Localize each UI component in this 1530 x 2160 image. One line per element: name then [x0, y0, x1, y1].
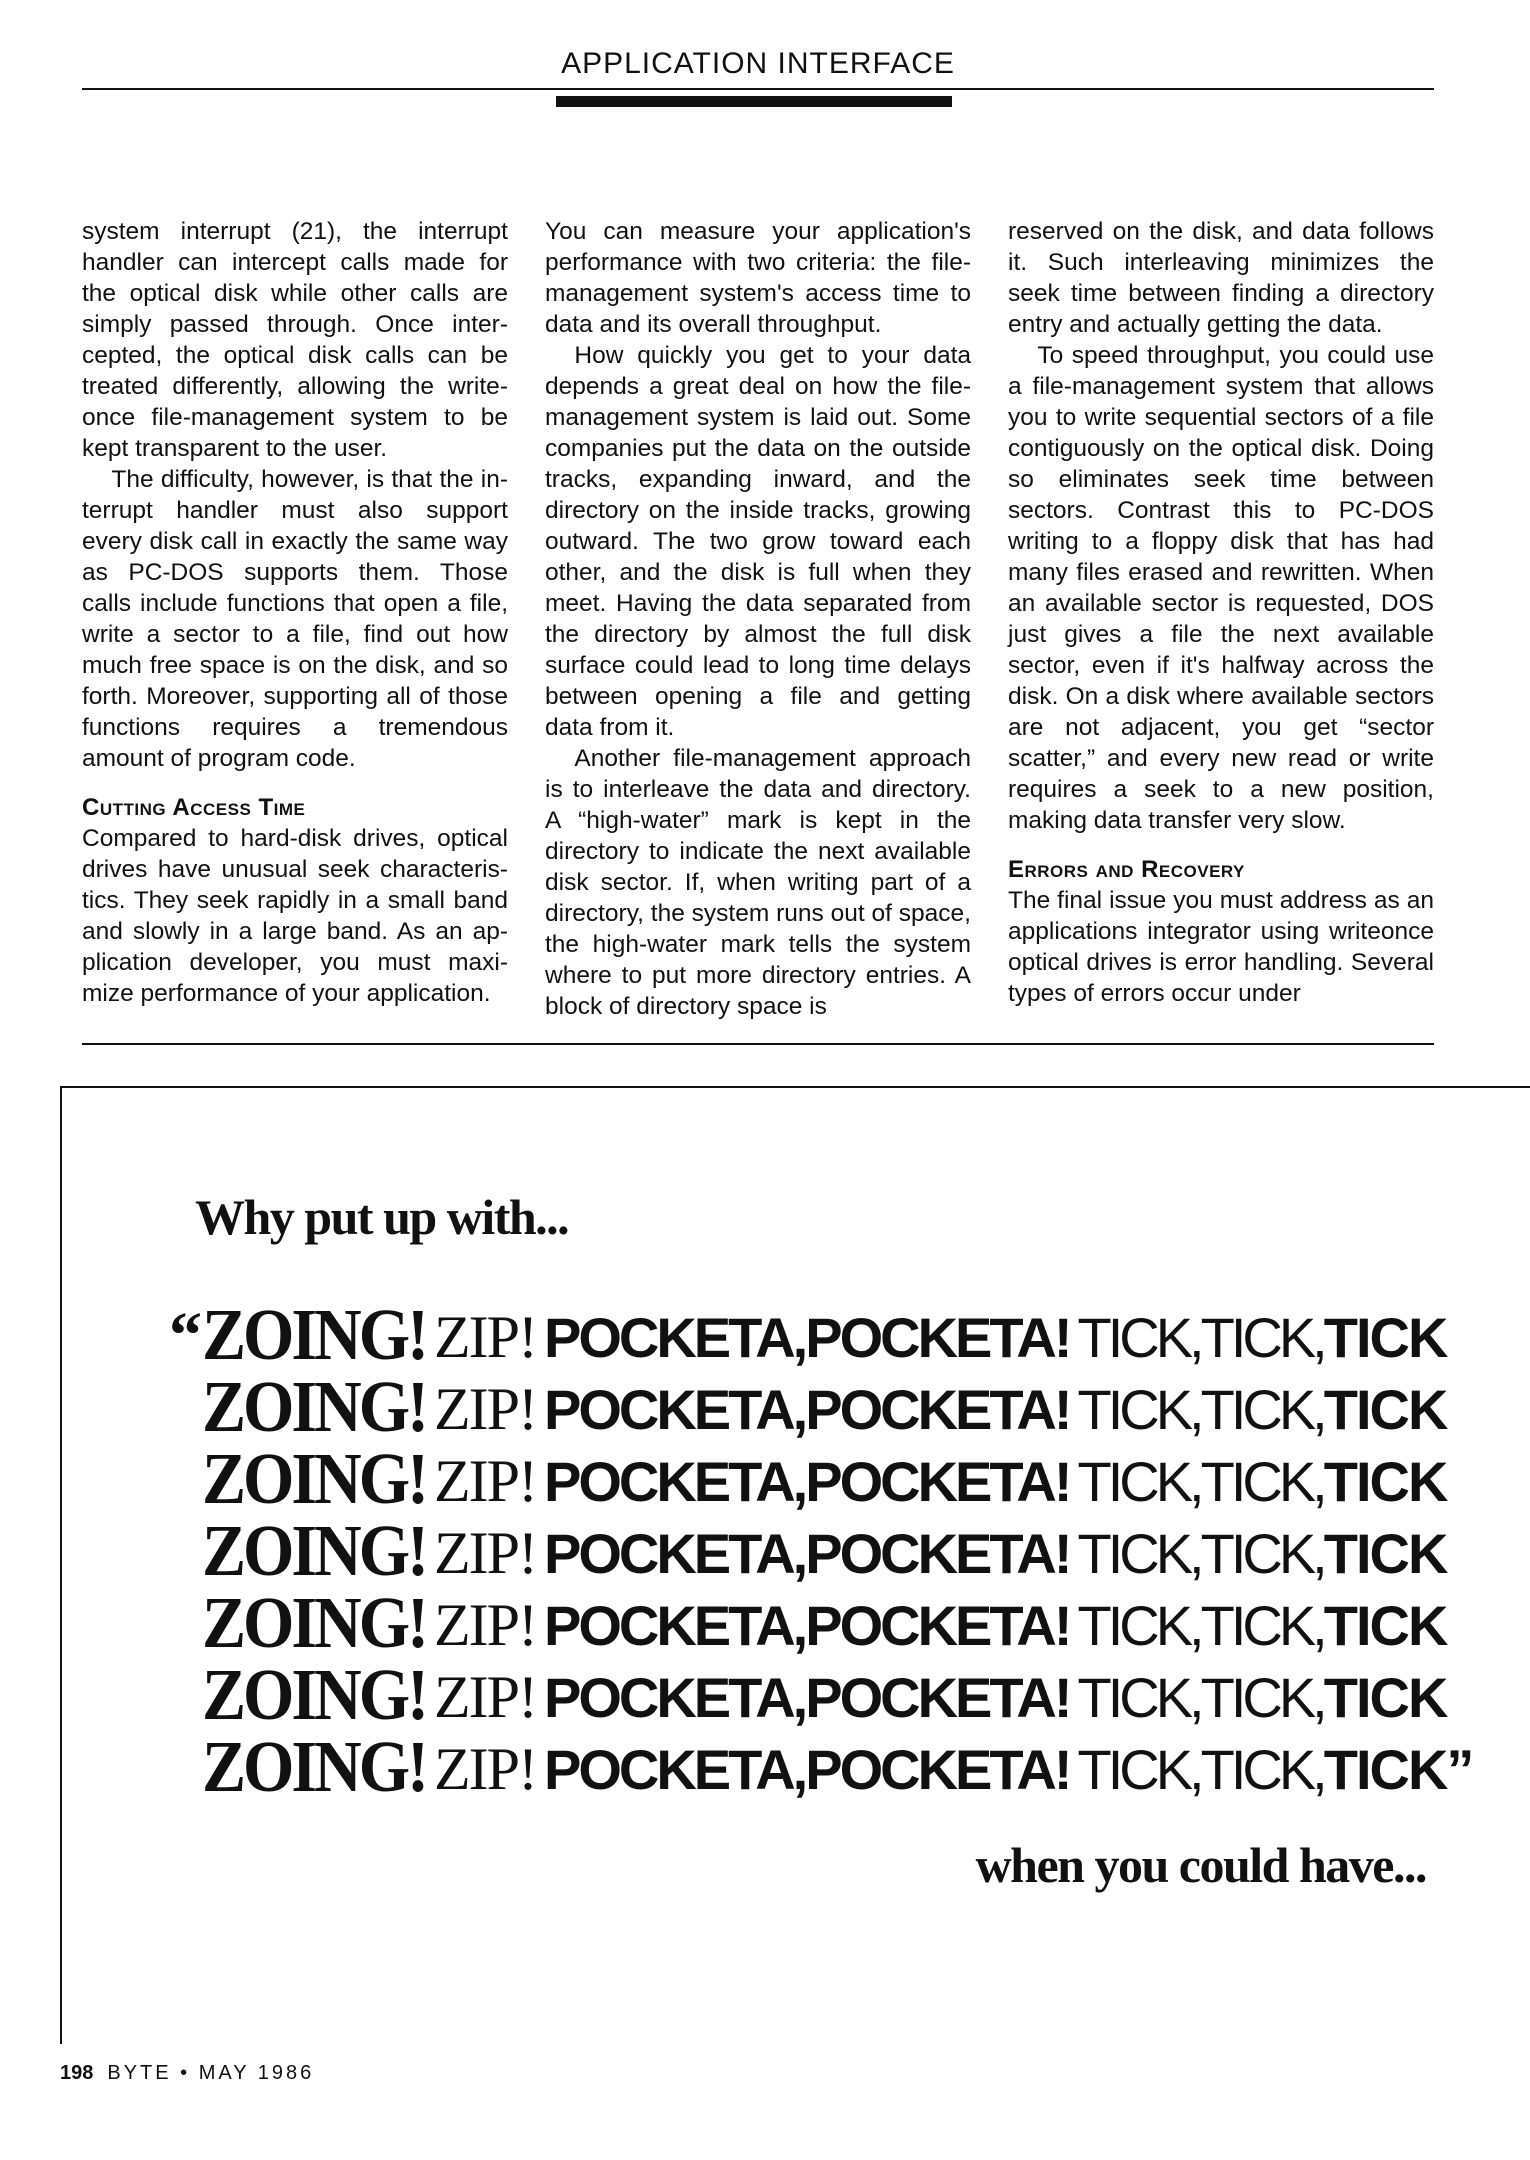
section-header: APPLICATION INTERFACE — [561, 47, 955, 80]
word-zoing: ZOING! — [202, 1439, 427, 1520]
word-tick: TICK,TICK, — [1077, 1738, 1324, 1801]
close-quote: ” — [1446, 1738, 1473, 1801]
article-paragraph: The difficulty, however, is that the interrupt handler must also support every disk call in exactly the same way as PC-DOS supports them. Those calls include functions that open a file, write a sector to a file, find out how much free space is on the disk, and so forth. Moreover, supporting all of those functions requires a tremendous amount of program code. — [82, 466, 508, 772]
ad-sound-line — [162, 1583, 1502, 1664]
word-pocketa: POCKETA,POCKETA! — [544, 1522, 1070, 1585]
word-tick-bold: TICK — [1323, 1738, 1447, 1801]
word-tick: TICK,TICK, — [1077, 1522, 1324, 1585]
ad-sound-line — [162, 1439, 1502, 1520]
word-zip: ZIP! — [434, 1664, 537, 1730]
word-tick-bold: TICK — [1323, 1666, 1447, 1729]
word-tick: TICK,TICK, — [1077, 1450, 1324, 1513]
word-pocketa: POCKETA,POCKETA! — [544, 1378, 1070, 1441]
word-zip: ZIP! — [434, 1376, 537, 1442]
word-zoing: ZOING! — [202, 1655, 427, 1736]
article-paragraph: system interrupt (21), the interrupt handler can intercept calls made for the optical disk while other calls are simply passed through. Once intercepted, the optical disk calls can be treated differently, allowing the writeonce file-management system to be kept transparent to the user. — [82, 218, 508, 462]
word-zoing: ZOING! — [202, 1727, 427, 1808]
page-footer — [60, 2062, 314, 2085]
word-tick-bold: TICK — [1323, 1378, 1447, 1441]
word-zip: ZIP! — [434, 1520, 537, 1586]
word-zoing: ZOING! — [202, 1295, 427, 1376]
article-column-3 — [1008, 216, 1434, 1016]
article-paragraph: You can measure your application's performance with two criteria: the file-management system's access time to data and its overall throughput. — [545, 218, 971, 338]
word-tick-bold: TICK — [1323, 1450, 1447, 1513]
publication-info: BYTE • MAY 1986 — [107, 2062, 315, 2084]
word-pocketa: POCKETA,POCKETA! — [544, 1666, 1070, 1729]
ad-sound-line — [162, 1367, 1502, 1448]
word-zoing: ZOING! — [202, 1511, 427, 1592]
article-paragraph: Another file-management approach is to interleave the data and directory. A “high-water” mark is kept in the directory to indicate the next available disk sector. If, when writing part of a directory, the system runs out of space, the high-water mark tells the system where to put more directory entries. A block of directory space is — [545, 745, 971, 1020]
ad-sound-line — [162, 1511, 1502, 1592]
article-column-2 — [545, 216, 971, 1020]
word-pocketa: POCKETA,POCKETA! — [544, 1738, 1070, 1801]
word-tick-bold: TICK — [1323, 1306, 1447, 1369]
word-zip: ZIP! — [434, 1448, 537, 1514]
word-tick: TICK,TICK, — [1077, 1378, 1324, 1441]
article-bottom-rule — [82, 1043, 1434, 1045]
ad-outro-text: when you could have... — [975, 1837, 1426, 1893]
word-tick-bold: TICK — [1323, 1522, 1447, 1585]
article-paragraph: The final issue you must address as an applications integrator using writeonce optical drives is error handling. Several types of errors occur under — [1008, 887, 1434, 1007]
word-zoing: ZOING! — [202, 1367, 427, 1448]
header-rule — [82, 88, 1434, 90]
article-columns — [82, 216, 1434, 1020]
word-zip: ZIP! — [434, 1304, 537, 1370]
word-zip: ZIP! — [434, 1592, 537, 1658]
article-paragraph: To speed throughput, you could use a file-management system that allows you to write sequential sectors of a file contiguously on the optical disk. Doing so eliminates seek time between sectors. Contrast this to PC-DOS writing to a floppy disk that has had many files erased and rewritten. When an available sector is requested, DOS just gives a file the next available sector, even if it's halfway across the disk. On a disk where available sectors are not adjacent, you get “sector scatter,” and every new read or write requires a seek to a new position, making data transfer very slow. — [1008, 342, 1434, 834]
word-tick: TICK,TICK, — [1077, 1594, 1324, 1657]
word-zoing: ZOING! — [202, 1583, 427, 1664]
word-zip: ZIP! — [434, 1736, 537, 1802]
advertisement — [60, 1086, 1530, 2044]
open-quote: “ — [169, 1299, 202, 1372]
section-heading: Errors and Recovery — [1008, 856, 1245, 883]
header-bar — [556, 96, 952, 107]
ad-sound-line — [162, 1655, 1502, 1736]
article-paragraph: Compared to hard-disk drives, optical drives have unusual seek characteristics. They seek rapidly in a small band and slowly in a large band. As an application developer, you must maximize performance of your application. — [82, 825, 508, 1007]
article-paragraph: reserved on the disk, and data follows it. Such interleaving minimizes the seek time between finding a directory entry and actually getting the data. — [1008, 218, 1434, 338]
article-column-1 — [82, 216, 508, 1016]
ad-intro-text: Why put up with... — [195, 1189, 569, 1245]
word-tick-bold: TICK — [1323, 1594, 1447, 1657]
word-tick: TICK,TICK, — [1077, 1666, 1324, 1729]
ad-sound-lines — [162, 1295, 1502, 1808]
ad-sound-line — [162, 1727, 1502, 1808]
ad-sound-line — [162, 1295, 1502, 1376]
section-heading: Cutting Access Time — [82, 794, 306, 821]
word-pocketa: POCKETA,POCKETA! — [544, 1450, 1070, 1513]
word-pocketa: POCKETA,POCKETA! — [544, 1306, 1070, 1369]
word-tick: TICK,TICK, — [1077, 1306, 1324, 1369]
article-paragraph: How quickly you get to your data depends a great deal on how the file-management system is laid out. Some companies put the data on the outside tracks, expanding inward, and the directory on the inside tracks, growing outward. The two grow toward each other, and the disk is full when they meet. Having the data separated from the directory by almost the full disk surface could lead to long time delays between opening a file and getting data from it. — [545, 342, 971, 741]
page-number: 198 — [60, 2062, 94, 2084]
word-pocketa: POCKETA,POCKETA! — [544, 1594, 1070, 1657]
